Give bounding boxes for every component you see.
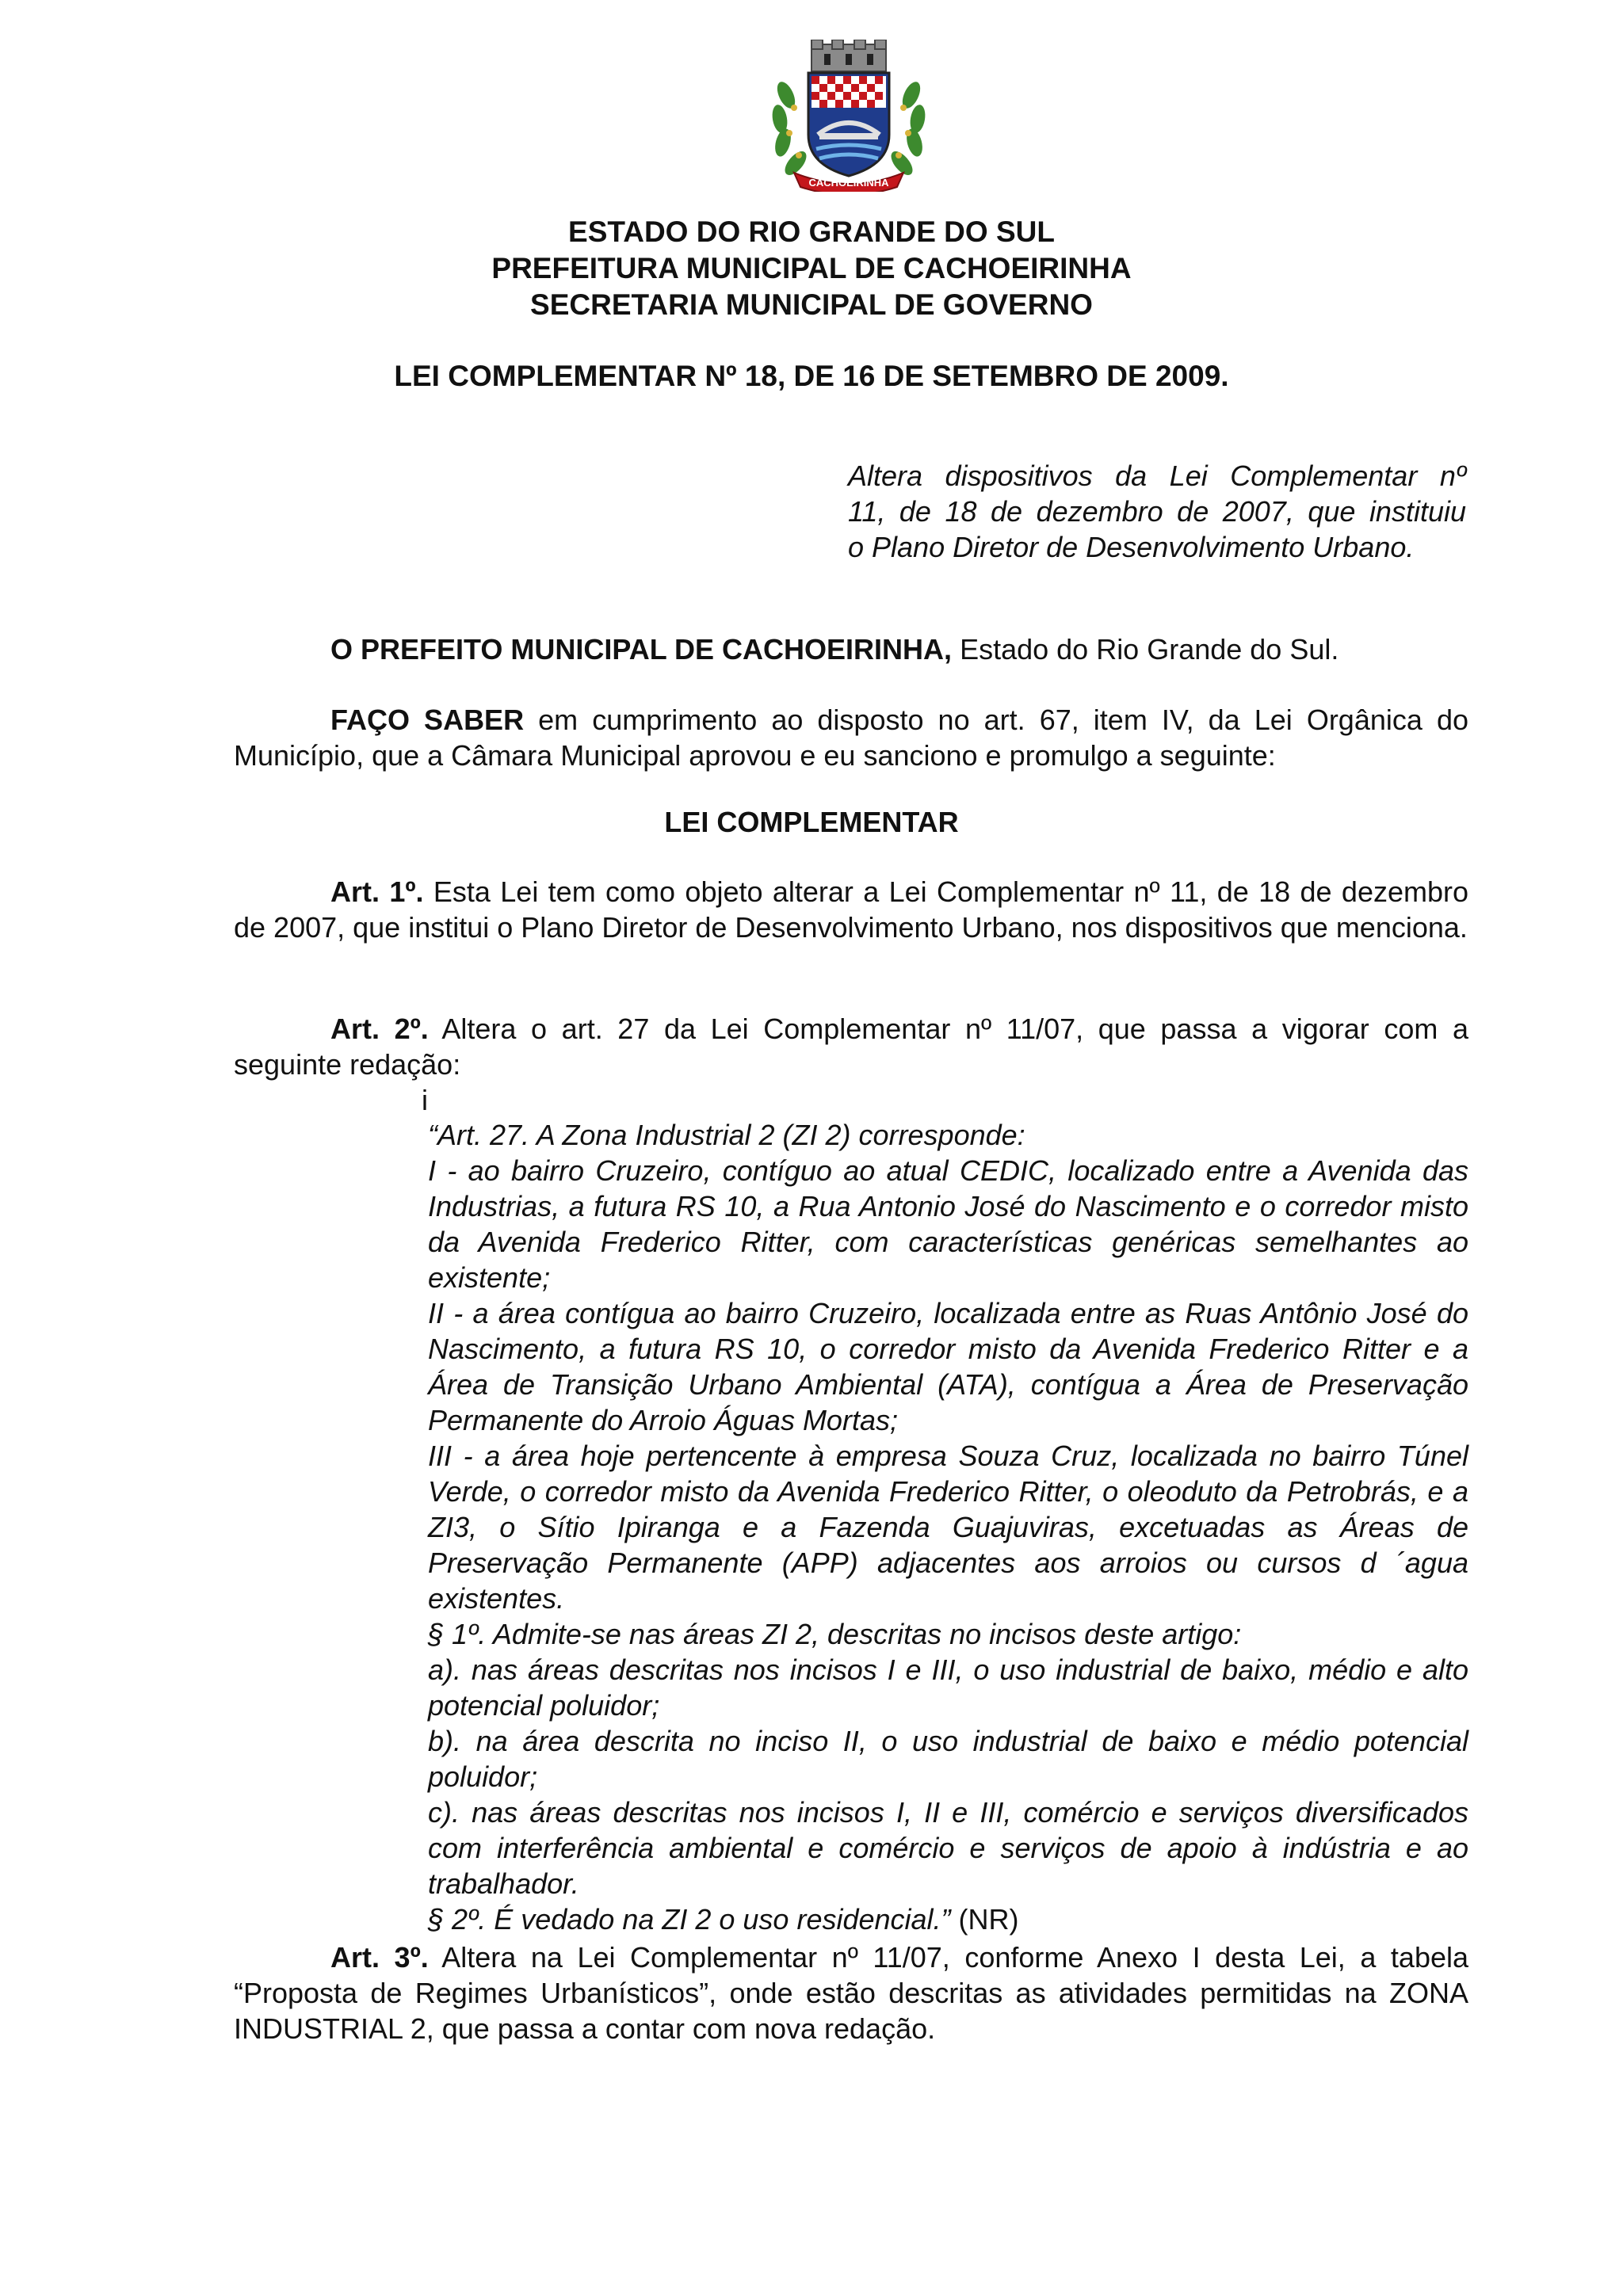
article-3-label: Art. 3º. bbox=[330, 1941, 429, 1974]
article-2-text: Altera o art. 27 da Lei Complementar nº 11/07, que passa a vigorar com a seguinte redação: bbox=[234, 1013, 1468, 1081]
article-2-label: Art. 2º. bbox=[330, 1013, 429, 1045]
header-state: ESTADO DO RIO GRANDE DO SUL bbox=[568, 215, 1055, 248]
quote-inciso-1: I - ao bairro Cruzeiro, contíguo ao atual CEDIC, localizado entre a Avenida das Industrias, a futura RS 10, a Rua Antonio José do Nascimento e o corredor misto da Avenida Frederico Ritter, com características genéricas semelhantes ao existente; bbox=[428, 1154, 1468, 1294]
preamble-bold: O PREFEITO MUNICIPAL DE CACHOEIRINHA, bbox=[330, 633, 953, 666]
quote-paragraph-2 bbox=[428, 1901, 1468, 1937]
ementa bbox=[848, 458, 1466, 565]
faco-saber-text: em cumprimento ao disposto no art. 67, item IV, da Lei Orgânica do Município, que a Câmara Municipal aprovou e eu sanciono e promulgo a seguinte: bbox=[234, 704, 1468, 772]
quoted-article-27 bbox=[428, 1117, 1468, 1937]
article-1-label: Art. 1º. bbox=[330, 875, 424, 908]
quote-item-b: b). na área descrita no inciso II, o uso industrial de baixo e médio potencial poluidor; bbox=[428, 1725, 1468, 1793]
quote-item-c: c). nas áreas descritas nos incisos I, II e III, comércio e serviços diversificados com interferência ambiental e comércio e serviços de apoio à indústria e ao trabalhador. bbox=[428, 1796, 1468, 1900]
quote-paragraph-2-text: § 2º. É vedado na ZI 2 o uso residencial.” bbox=[428, 1903, 951, 1936]
header-secretaria: SECRETARIA MUNICIPAL DE GOVERNO bbox=[530, 288, 1093, 321]
preamble bbox=[234, 631, 1468, 667]
ementa-line: o Plano Diretor de Desenvolvimento Urbano. bbox=[848, 531, 1415, 563]
article-1-text: Esta Lei tem como objeto alterar a Lei Complementar nº 11, de 18 de dezembro de 2007, que institui o Plano Diretor de Desenvolvimento Urbano, nos dispositivos que menciona. bbox=[234, 875, 1469, 944]
faco-saber-bold: FAÇO SABER bbox=[330, 704, 525, 736]
law-title: LEI COMPLEMENTAR Nº 18, DE 16 DE SETEMBRO DE 2009. bbox=[394, 360, 1229, 392]
article-2 bbox=[234, 1011, 1468, 1082]
header-prefeitura: PREFEITURA MUNICIPAL DE CACHOEIRINHA bbox=[491, 252, 1132, 284]
article-3-text: Altera na Lei Complementar nº 11/07, conforme Anexo I desta Lei, a tabela “Proposta de Regimes Urbanísticos”, onde estão descritas as atividades permitidas na ZONA INDUSTRIAL 2, que passa a contar com nova redação. bbox=[234, 1941, 1469, 2045]
quote-nr-mark: (NR) bbox=[950, 1903, 1019, 1936]
preamble-rest: Estado do Rio Grande do Sul. bbox=[952, 633, 1339, 666]
ementa-line: Altera dispositivos da Lei Complementar nº bbox=[848, 460, 1466, 492]
faco-saber-paragraph bbox=[234, 702, 1468, 773]
stray-mark: i bbox=[422, 1084, 428, 1116]
crest-ribbon-text: CACHOEIRINHA bbox=[808, 177, 889, 189]
article-1 bbox=[234, 874, 1468, 945]
quote-item-a: a). nas áreas descritas nos incisos I e III, o uso industrial de baixo, médio e alto potencial poluidor; bbox=[428, 1653, 1468, 1722]
quote-inciso-2: II - a área contígua ao bairro Cruzeiro, localizada entre as Ruas Antônio José do Nascimento, a futura RS 10, o corredor misto da Avenida Frederico Ritter e a Área de Transição Urbano Ambiental (ATA), contígua a Área de Preservação Permanente do Arroio Águas Mortas; bbox=[428, 1297, 1468, 1436]
municipal-crest-logo bbox=[762, 40, 935, 192]
ementa-line: 11, de 18 de dezembro de 2007, que instituiu bbox=[848, 495, 1466, 528]
quote-caput: “Art. 27. A Zona Industrial 2 (ZI 2) corresponde: bbox=[428, 1119, 1025, 1151]
law-heading: LEI COMPLEMENTAR bbox=[664, 806, 959, 838]
article-3 bbox=[234, 1939, 1468, 2046]
quote-inciso-3: III - a área hoje pertencente à empresa Souza Cruz, localizada no bairro Túnel Verde, o corredor misto da Avenida Frederico Ritter, o oleoduto da Petrobrás, e a ZI3, o Sítio Ipiranga e a Fazenda Guajuviras, excetuadas as Áreas de Preservação Permanente (APP) adjacentes aos arroios ou cursos d ´agua existentes. bbox=[428, 1440, 1468, 1615]
quote-paragraph-1: § 1º. Admite-se nas áreas ZI 2, descritas no incisos deste artigo: bbox=[428, 1618, 1242, 1650]
